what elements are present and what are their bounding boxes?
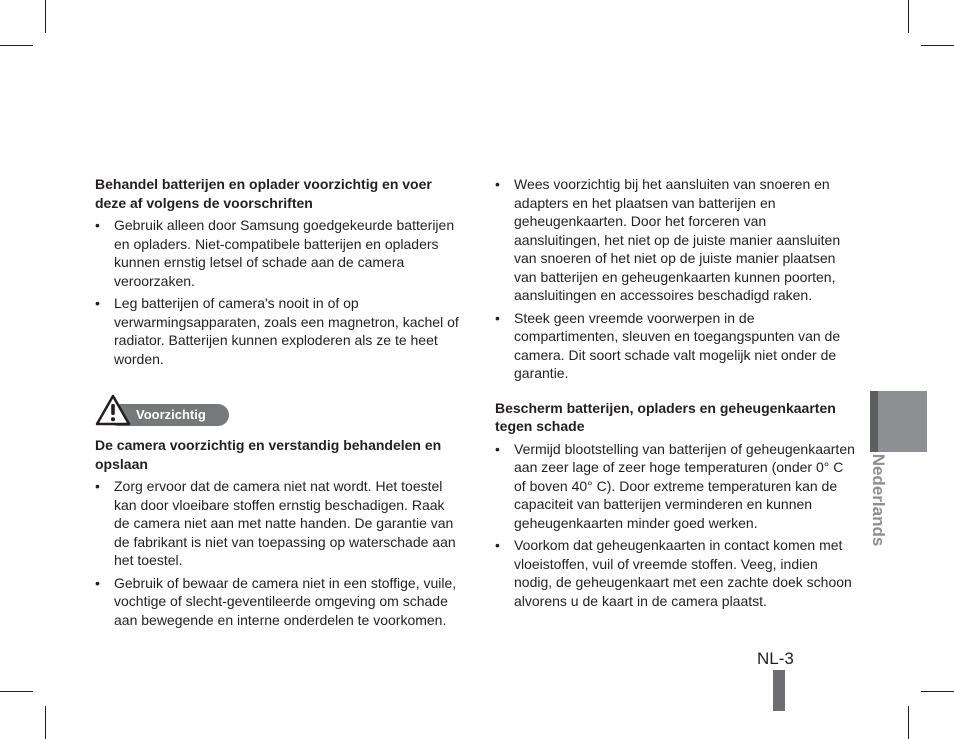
bullet-icon: • — [495, 537, 500, 553]
bullet-list — [495, 175, 855, 383]
page-number: NL-3 — [757, 649, 794, 668]
bullet-icon: • — [95, 295, 100, 311]
list-item-text: Zorg ervoor dat de camera niet nat wordt. Het toestel kan door vloeibare stoffen ernstig beschadigen. Raak de camera niet aan met natte handen. De garantie van de fabrikant is niet van toepassing op waterschade aan het toestel. — [114, 478, 456, 568]
list-item — [95, 216, 461, 290]
list-item — [495, 309, 855, 383]
section-heading-batteries: Behandel batterijen en oplader voorzichtig en voer deze af volgens de voorschriften — [95, 176, 432, 211]
crop-mark — [0, 45, 33, 46]
left-column — [95, 175, 461, 633]
crop-mark — [908, 706, 909, 739]
section-heading-handling: De camera voorzichtig en verstandig behandelen en opslaan — [95, 437, 442, 472]
caution-text: Voorzichtig — [136, 407, 206, 422]
bullet-icon: • — [95, 574, 100, 591]
list-item — [495, 175, 855, 305]
bullet-icon: • — [495, 309, 500, 326]
list-item-text: Wees voorzichtig bij het aansluiten van snoeren en adapters en het plaatsen van batterijen en geheugenkaarten. Door het forceren van aansluitingen, het niet op de juiste manier aansluiten van snoeren of het niet op de juiste manier plaatsen van batterijen en geheugenkaarten kunnen poorten, aansluitingen en accessoires beschadigd raken. — [514, 176, 841, 303]
crop-mark — [45, 706, 46, 739]
list-item-text: Leg batterijen of camera's nooit in of op verwarmingsapparaten, zoals een magnetron, kachel of radiator. Batterijen kunnen exploderen als ze te heet worden. — [114, 295, 459, 367]
bullet-list — [95, 216, 461, 368]
list-item-text: Voorkom dat geheugenkaarten in contact komen met vloeistoffen, vuil of vreemde stoffen. Veeg, indien nodig, de geheugenkaart met een zachte doek schoon alvorens u de kaart in de camera plaatst. — [514, 537, 852, 609]
list-item — [495, 536, 855, 610]
list-item-text: Steek geen vreemde voorwerpen in de compartimenten, sleuven en toegangspunten van de camera. Dit soort schade valt mogelijk niet onder de garantie. — [514, 309, 841, 381]
list-item-text: Gebruik of bewaar de camera niet in een stoffige, vuile, vochtige of slecht-geventileerde omgeving om schade aan bewegende en interne onderdelen te voorkomen. — [114, 574, 457, 628]
bullet-icon: • — [95, 478, 100, 494]
bullet-icon: • — [95, 217, 100, 233]
side-tab-edge — [870, 391, 878, 452]
crop-mark — [921, 691, 954, 692]
list-item — [95, 477, 461, 570]
crop-mark — [45, 0, 46, 33]
caution-label — [95, 394, 461, 428]
bullet-list — [495, 440, 855, 611]
language-tab-label: Nederlands — [869, 453, 888, 547]
list-item — [495, 440, 855, 533]
list-item-text: Gebruik alleen door Samsung goedgekeurde batterijen en opladers. Niet-compatibele batterijen en opladers kunnen ernstig letsel of schade aan de camera veroorzaken. — [114, 217, 455, 289]
list-item — [95, 574, 461, 630]
bullet-list — [95, 477, 461, 629]
bullet-icon: • — [495, 176, 500, 192]
side-tab-block — [870, 391, 927, 452]
crop-mark — [921, 45, 954, 46]
crop-mark — [0, 691, 33, 692]
section-heading-protect: Bescherm batterijen, opladers en geheugenkaarten tegen schade — [495, 399, 836, 434]
list-item-text: Vermijd blootstelling van batterijen of geheugenkaarten aan zeer lage of zeer hoge temperaturen (onder 0° C of boven 40° C). Door extreme temperaturen kan de capaciteit van batterijen verminderen en kunnen geheugenkaarten minder goed werken. — [514, 440, 855, 531]
crop-mark — [908, 0, 909, 33]
list-item — [95, 294, 461, 368]
bullet-icon: • — [495, 440, 500, 457]
warning-triangle-icon — [95, 394, 131, 426]
page-number-bar — [773, 670, 785, 711]
right-column — [495, 175, 855, 614]
